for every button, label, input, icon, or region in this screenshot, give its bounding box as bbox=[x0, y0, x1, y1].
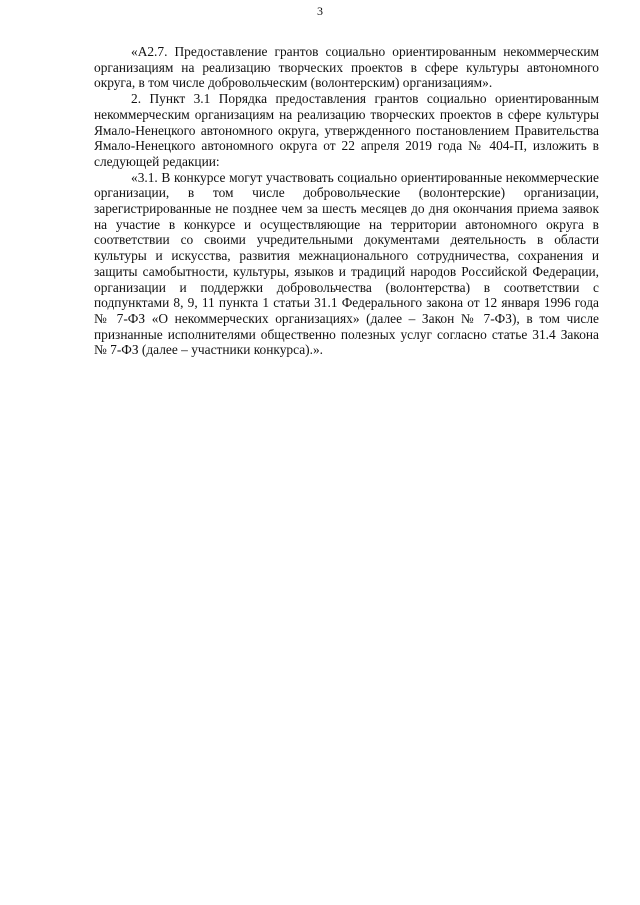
paragraph-amendment-title: «А2.7. Предоставление грантов социально ориентированным некоммерческим организациям на реализацию творческих проектов в сфере культуры автономного округа, в том числе добровольческим (волонтерским) организациям». bbox=[94, 44, 599, 91]
page-number: 3 bbox=[317, 4, 323, 18]
paragraph-item-3-1: «3.1. В конкурсе могут участвовать социально ориентированные некоммерческие организации, в том числе добровольческие (волонтерские) организации, зарегистрированные не позднее чем за шесть месяцев до дня окончания приема заявок на участие в конкурсе и осуществляющие на территории автономного округа в соответствии со своими учредительными документами деятельность в области культуры и искусства, развития межнационального сотрудничества, сохранения и защиты самобытности, культуры, языков и традиций народов Российской Федерации, организации и поддержки добровольчества (волонтерства) в соответствии с подпунктами 8, 9, 11 пункта 1 статьи 31.1 Федерального закона от 12 января 1996 года № 7-ФЗ «О некоммерческих организациях» (далее – Закон № 7-ФЗ), в том числе признанные исполнителями общественно полезных услуг согласно статье 31.4 Закона № 7-ФЗ (далее – участники конкурса).». bbox=[94, 169, 599, 358]
document-body bbox=[94, 44, 599, 358]
paragraph-item-2: 2. Пункт 3.1 Порядка предоставления грантов социально ориентированным некоммерческим организациям на реализацию творческих проектов в сфере культуры Ямало-Ненецкого автономного округа, утвержденного постановлением Правительства Ямало-Ненецкого автономного округа от 22 апреля 2019 года № 404-П, изложить в следующей редакции: bbox=[94, 91, 599, 169]
